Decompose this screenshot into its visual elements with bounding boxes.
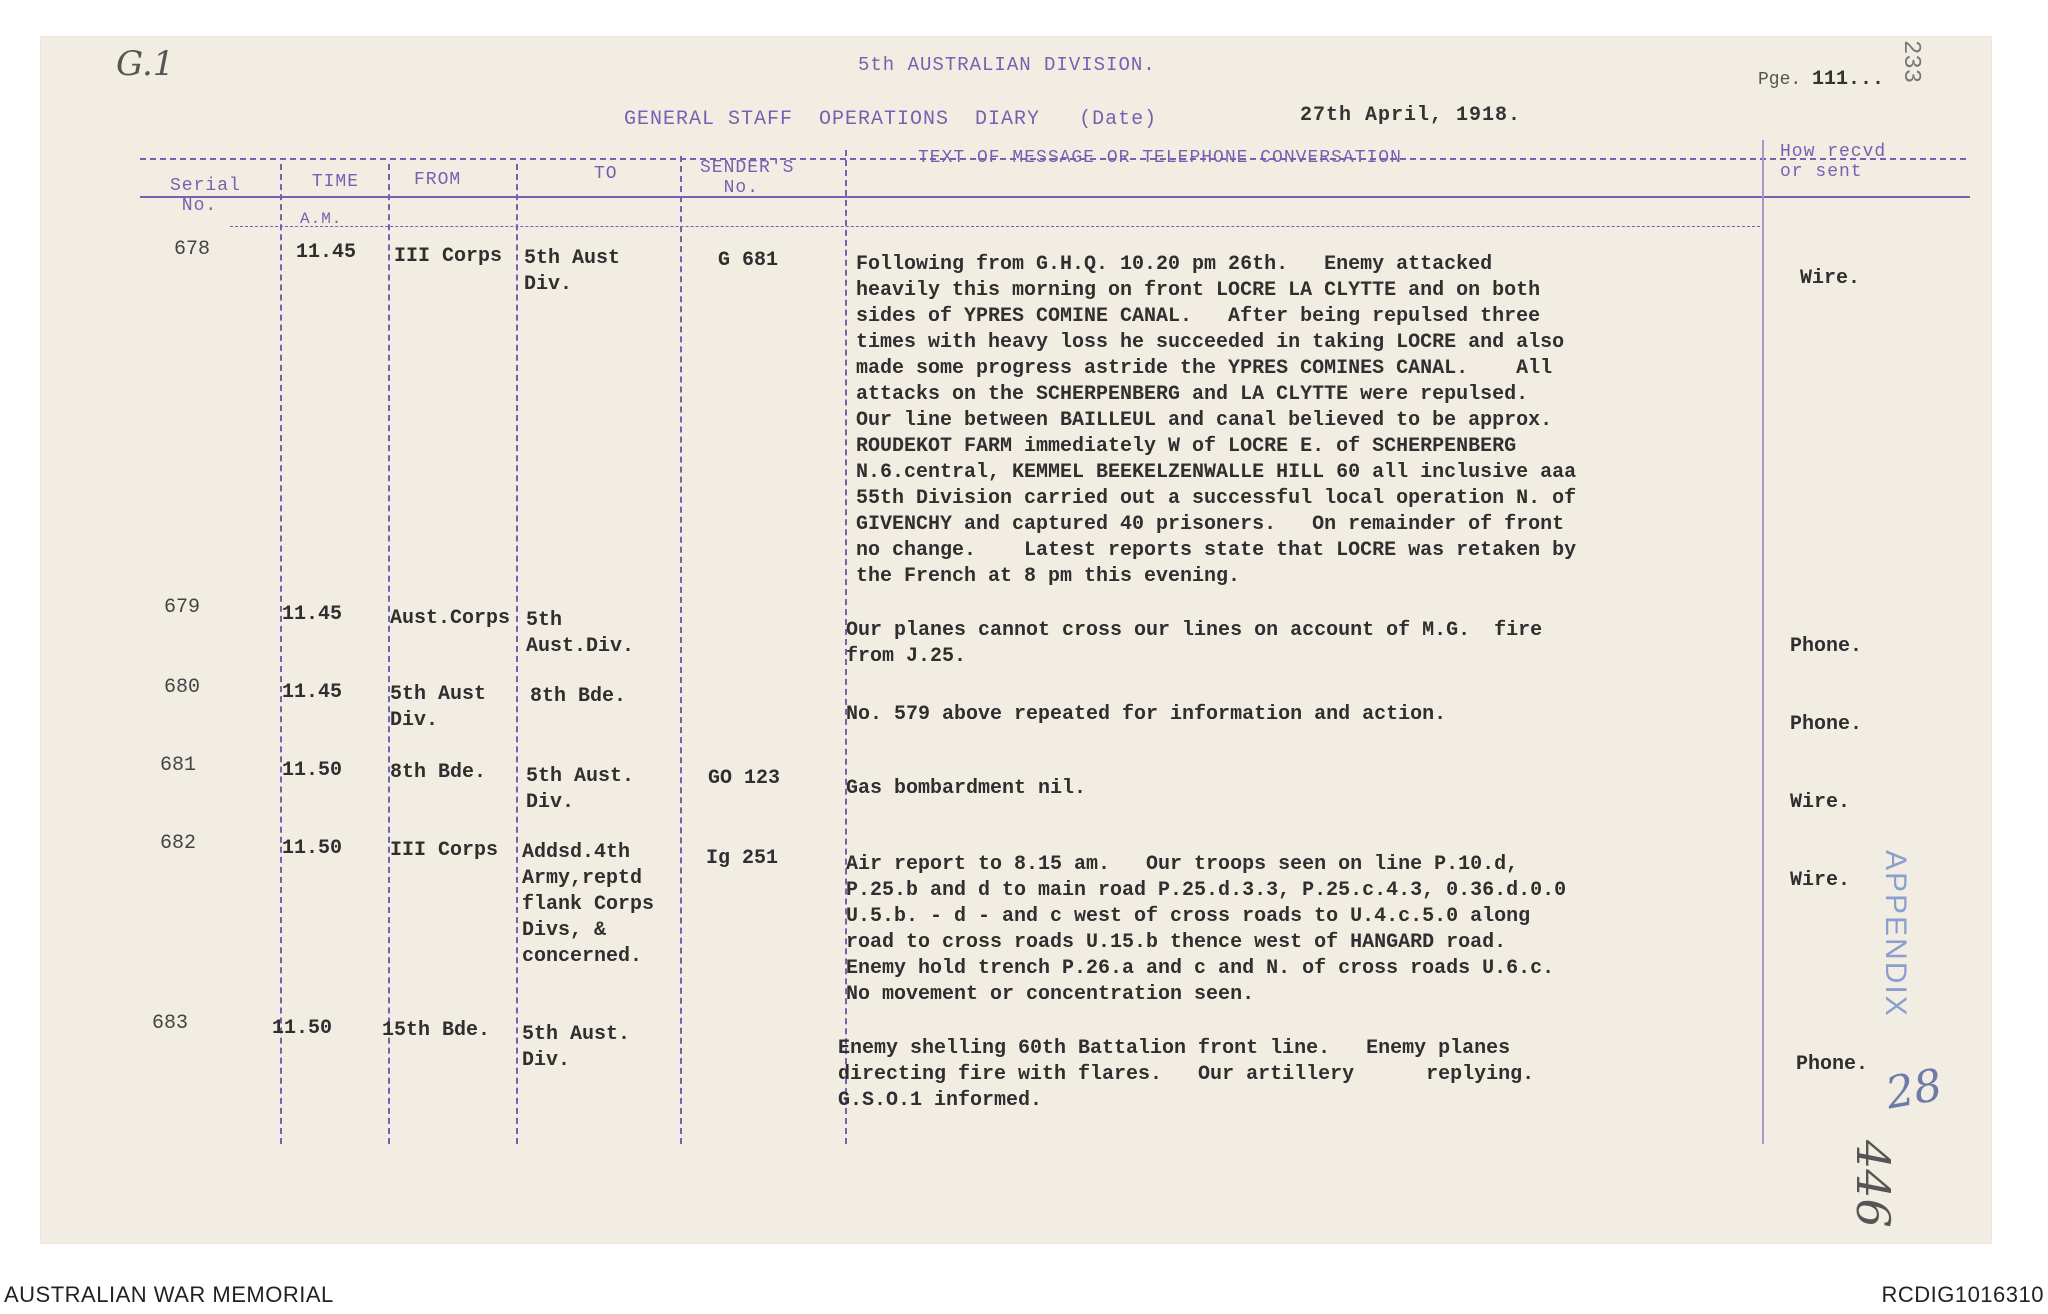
handwritten-folio-number: 233: [1897, 40, 1924, 84]
row-679-to: 5th Aust.Div.: [526, 609, 635, 658]
footer-record-id: RCDIG1016310: [1881, 1282, 2044, 1307]
row-681-sender: GO 123: [708, 767, 781, 790]
diary-title: GENERAL STAFF OPERATIONS DIARY (Date): [624, 108, 1158, 131]
row-679-from: Aust.Corps: [390, 607, 511, 630]
header-underline: [230, 226, 1760, 227]
row-681-to: 5th Aust. Div.: [526, 765, 635, 814]
col-head-to: TO: [594, 164, 618, 184]
division-heading: 5th AUSTRALIAN DIVISION.: [858, 54, 1156, 76]
row-680-serial: 680: [164, 676, 201, 699]
row-683-method: Phone.: [1796, 1053, 1869, 1076]
row-682-serial: 682: [160, 832, 197, 855]
row-682-method: Wire.: [1790, 869, 1851, 892]
row-680-message: No. 579 above repeated for information and action.: [846, 703, 1447, 726]
row-680-method: Phone.: [1790, 713, 1863, 736]
row-681-from: 8th Bde.: [390, 761, 487, 784]
row-678-method: Wire.: [1800, 267, 1861, 290]
page-number: [1758, 68, 1884, 91]
row-680-time: 11.45: [282, 681, 343, 704]
page-label: Pge.: [1758, 70, 1802, 90]
row-678-time: 11.45: [296, 241, 357, 264]
header-bottom-rule: [140, 196, 1970, 198]
col-divider-how: [1762, 140, 1764, 1144]
row-679-method: Phone.: [1790, 635, 1863, 658]
col-head-time-sub: A.M.: [300, 210, 343, 228]
appendix-stamp: APPENDIX: [1879, 850, 1912, 1018]
pencil-annotation-28: 28: [1881, 1059, 1947, 1120]
col-divider-time: [280, 164, 282, 1144]
col-head-serial: Serial No.: [170, 176, 241, 216]
col-head-sender: SENDER'S No.: [700, 158, 795, 198]
row-683-message: Enemy shelling 60th Battalion front line. Enemy planes directing fire with flares. Our artillery replying. G.S.O.1 informed.: [838, 1037, 1535, 1112]
row-679-message: Our planes cannot cross our lines on account of M.G. fire from J.25.: [846, 619, 1543, 668]
col-divider-sender: [680, 156, 682, 1144]
row-679-serial: 679: [164, 596, 201, 619]
row-680-to: 8th Bde.: [530, 685, 627, 708]
col-head-text: TEXT OF MESSAGE OR TELEPHONE CONVERSATION: [918, 148, 1402, 168]
row-683-from: 15th Bde.: [382, 1019, 491, 1042]
row-678-message: Following from G.H.Q. 10.20 pm 26th. Enemy attacked heavily this morning on front LOCRE LA CLYTTE and on both sides of YPRES COMINE CANAL. After being repulsed three times with heavy loss he succeeded in taking LOCRE and also made some progress astride the YPRES COMINES CANAL. All attacks on the SCHERPENBERG and LA CLYTTE were repulsed. Our line between BAILLEUL and canal believed to be approx. ROUDEKOT FARM immediately W of LOCRE E. of SCHERPENBERG N.6.central, KEMMEL BEEKELZENWALLE HILL 60 all inclusive aaa 55th Division carried out a successful local operation N. of GIVENCHY and captured 40 prisoners. On remainder of front no change. Latest reports state that LOCRE was retaken by the French at 8 pm this evening.: [856, 253, 1577, 588]
handwritten-folio-mark: G.1: [116, 44, 175, 84]
row-681-method: Wire.: [1790, 791, 1851, 814]
row-678-serial: 678: [174, 238, 211, 261]
row-683-time: 11.50: [272, 1017, 333, 1040]
row-682-time: 11.50: [282, 837, 343, 860]
row-682-from: III Corps: [390, 839, 499, 862]
row-681-message: Gas bombardment nil.: [846, 777, 1087, 800]
row-682-message: Air report to 8.15 am. Our troops seen on line P.10.d, P.25.b and d to main road P.25.d.3.3, P.25.c.4.3, 0.36.d.0.0 U.5.b. - d - and c west of cross roads to U.4.c.5.0 along road to cross roads U.15.b thence west of HANGARD road. Enemy hold trench P.26.a and c and N. of cross roads U.6.c. No movement or concentration seen.: [846, 853, 1567, 1006]
row-678-to: 5th Aust Div.: [524, 247, 621, 296]
col-head-how: How recvd or sent: [1780, 142, 1887, 182]
diary-date: 27th April, 1918.: [1300, 104, 1522, 127]
row-678-sender: G 681: [718, 249, 779, 272]
row-683-to: 5th Aust. Div.: [522, 1023, 631, 1072]
col-head-from: FROM: [414, 170, 462, 190]
row-679-time: 11.45: [282, 603, 343, 626]
row-683-serial: 683: [152, 1012, 189, 1035]
row-682-sender: Ig 251: [706, 847, 779, 870]
row-681-time: 11.50: [282, 759, 343, 782]
row-680-from: 5th Aust Div.: [390, 683, 487, 732]
row-682-to: Addsd.4th Army,reptd flank Corps Divs, & concerned.: [522, 841, 655, 968]
pencil-annotation-446: 446: [1846, 1140, 1900, 1228]
page-number-value: 111...: [1812, 68, 1885, 91]
footer-institution: AUSTRALIAN WAR MEMORIAL: [4, 1282, 334, 1307]
col-head-time: TIME: [300, 172, 360, 192]
col-divider-to: [516, 164, 518, 1144]
row-681-serial: 681: [160, 754, 197, 777]
col-divider-from: [388, 164, 390, 1144]
row-678-from: III Corps: [394, 245, 503, 268]
